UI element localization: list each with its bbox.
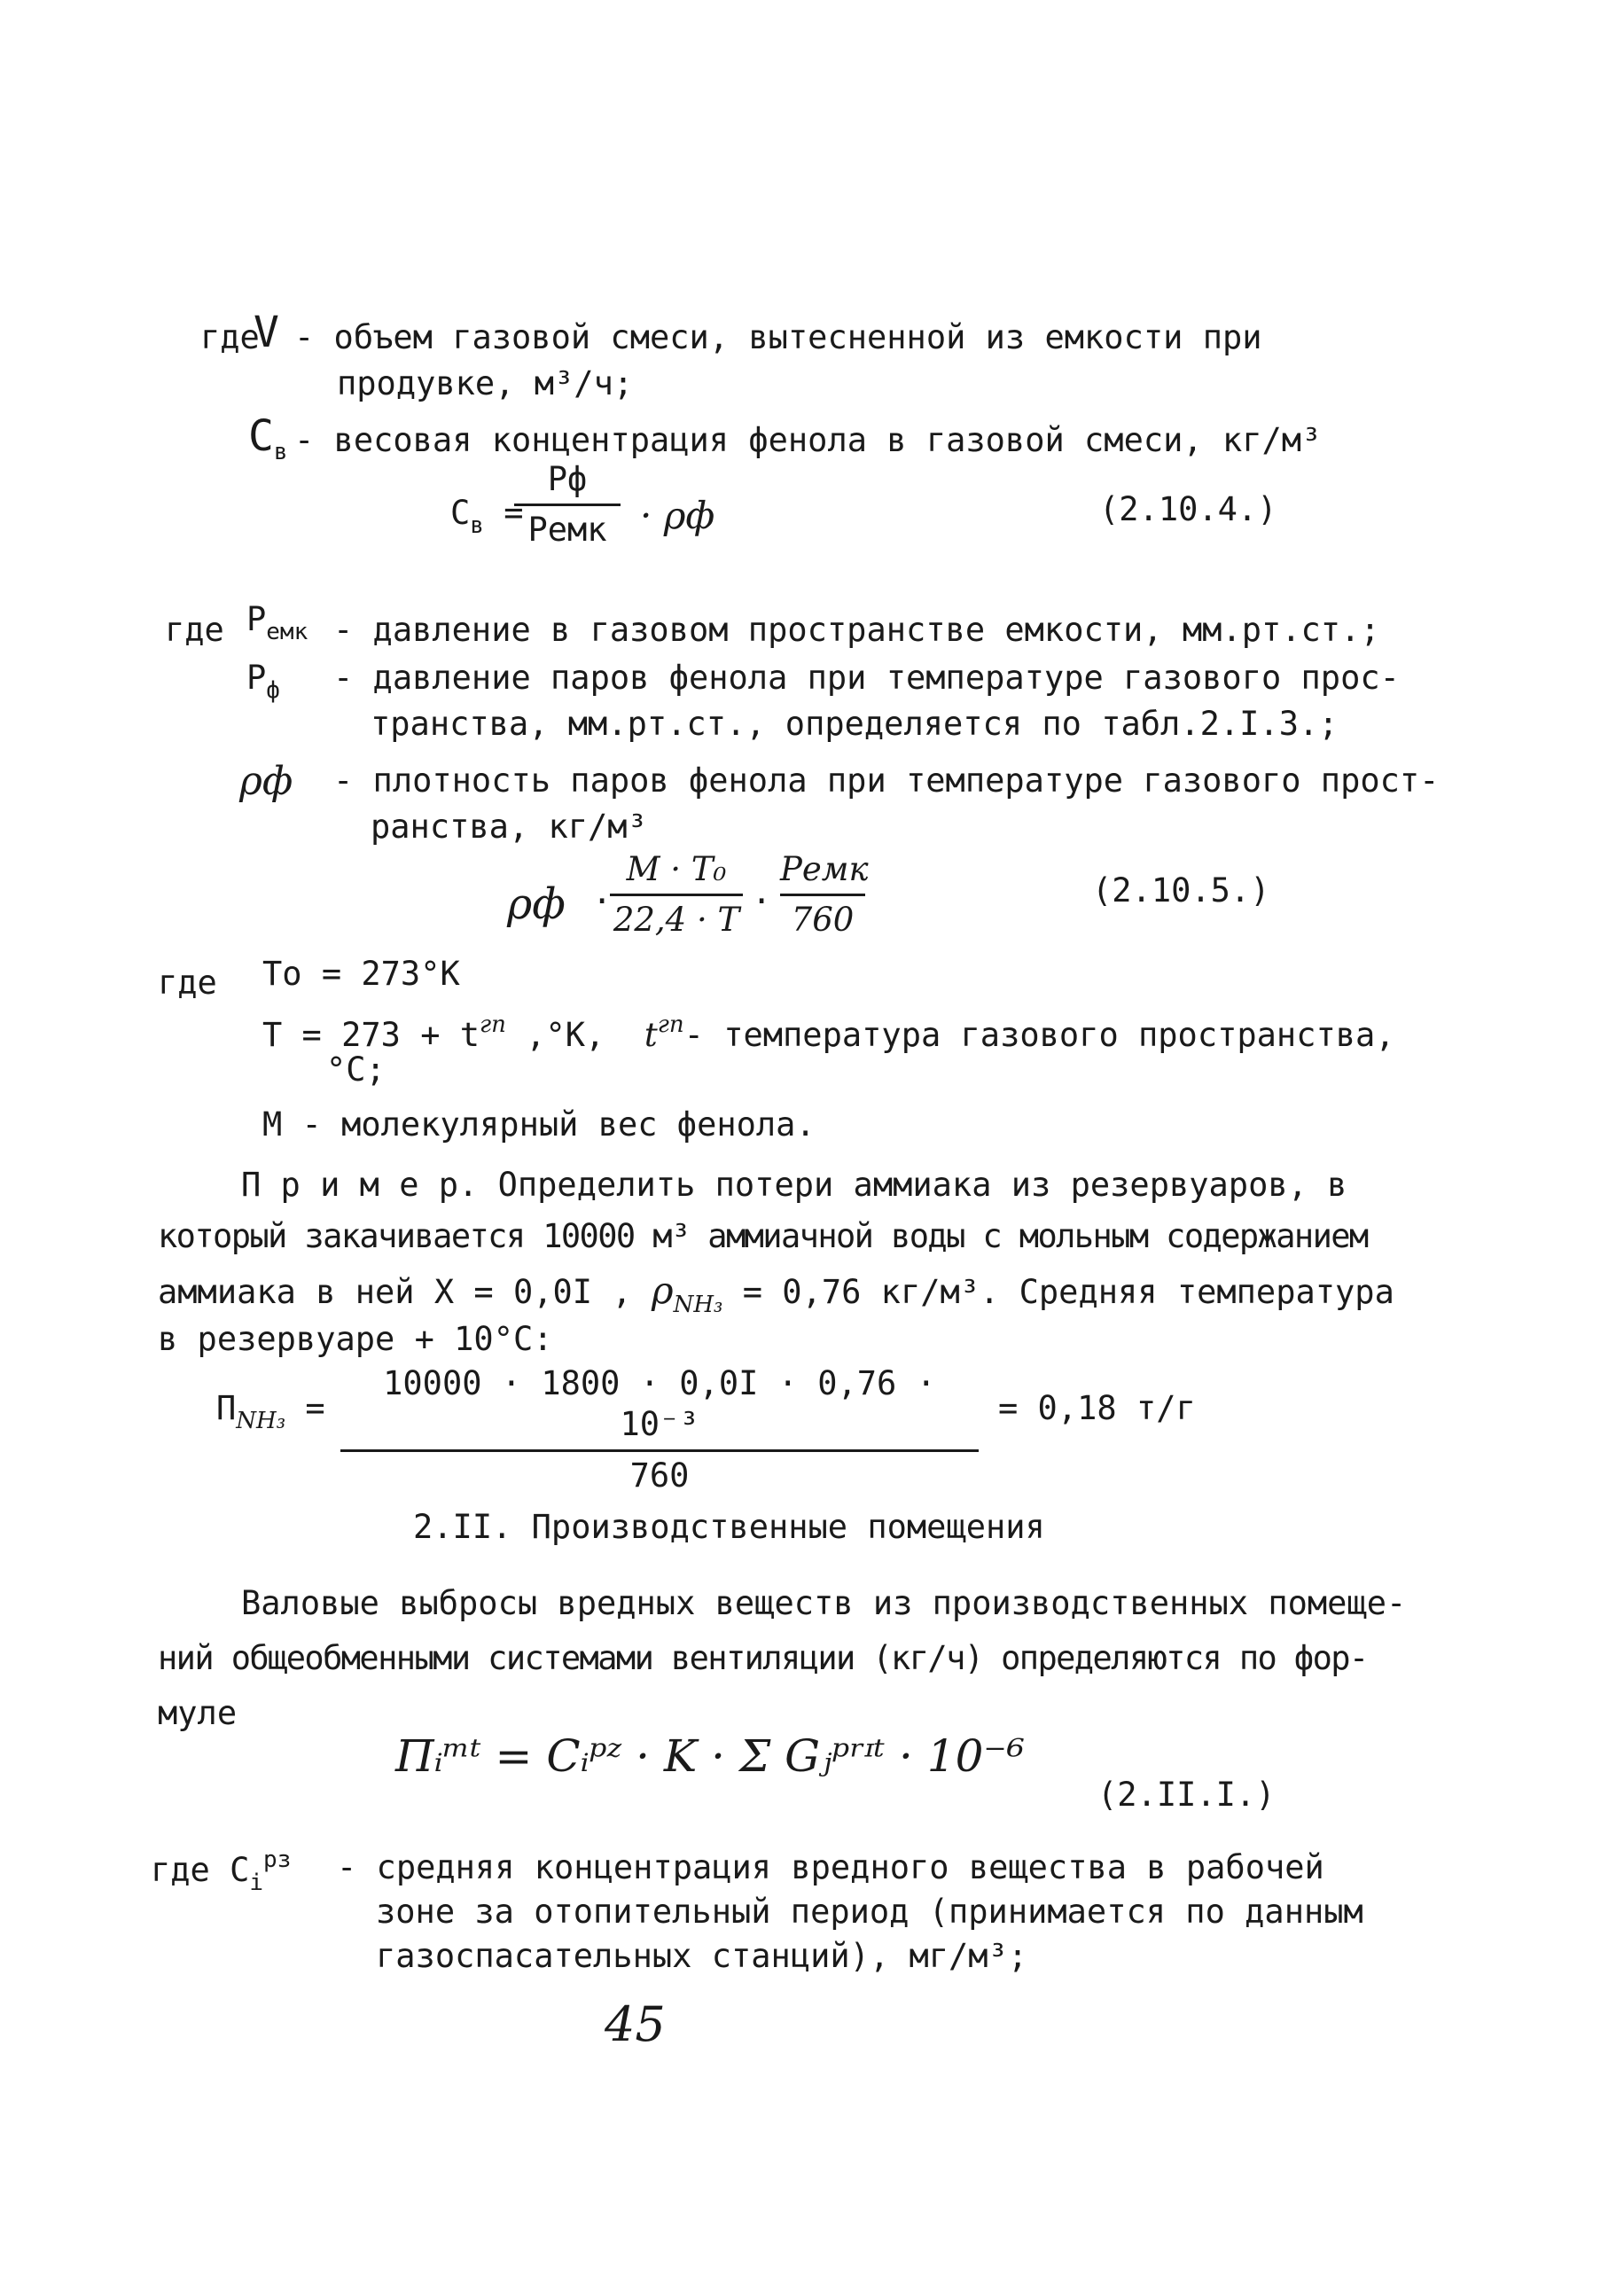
fraction-bar bbox=[340, 1449, 979, 1452]
ci-description-line-1: - средняя концентрация вредного вещества в рабочей bbox=[337, 1848, 1324, 1886]
eq-2-11-1-number: (2.II.I.) bbox=[1097, 1776, 1276, 1814]
fraction-bar bbox=[610, 894, 743, 896]
example-line-4: в резервуаре + 10°C: bbox=[158, 1320, 553, 1358]
example-eq-denominator: 760 bbox=[629, 1456, 690, 1495]
fraction-bar bbox=[514, 504, 621, 506]
eq-2-10-4-denominator: Pемк bbox=[527, 511, 607, 550]
eq-2-10-5-lhs: ρф bbox=[507, 879, 566, 929]
eq-2-10-5-denominator-2: 760 bbox=[791, 901, 855, 940]
rho-f-description-line-2: ранства, кг/м³ bbox=[371, 808, 647, 846]
eq-2-10-5-numerator-2: Pемк bbox=[780, 850, 869, 888]
eq-2-10-4-rhs: · ρф bbox=[640, 494, 715, 537]
pemk-description: - давление в газовом пространстве емкости, мм.рт.ст.; bbox=[333, 611, 1380, 649]
eq-2-10-4-fraction bbox=[514, 459, 621, 551]
page-number: 45 bbox=[605, 1996, 666, 2052]
ci-description-line-3: газоспасательных станций), мг/м³; bbox=[376, 1937, 1028, 1975]
eq-2-10-5-dot-2: · bbox=[752, 882, 772, 920]
paragraph-line-2: ний общеобменными системами вентиляции (кг/ч) определяются по фор- bbox=[158, 1639, 1368, 1677]
paragraph-line-3: муле bbox=[158, 1694, 238, 1732]
eq-2-10-4-numerator: Pф bbox=[547, 460, 588, 498]
eq-2-10-5-number: (2.10.5.) bbox=[1092, 871, 1270, 910]
example-eq-fraction bbox=[340, 1363, 979, 1496]
t-definition-line-1: $T = 273 + t^{гп}$ ,°K, $t^{гп}-$ температура газового пространства, bbox=[262, 1011, 1395, 1054]
eq-2-10-4-number: (2.10.4.) bbox=[1099, 490, 1277, 528]
eq-2-10-5-dot-1: · bbox=[592, 882, 613, 920]
example-line-3: аммиака в ней X = 0,0I , $\rho_{NH_3} = 0,76$ кг/м³. Средняя температура bbox=[158, 1269, 1394, 1318]
section-title: 2.II. Производственные помещения bbox=[413, 1508, 1045, 1546]
where-label-3: где bbox=[158, 964, 217, 1002]
ci-description-line-2: зоне за отопительный период (принимается по данным bbox=[376, 1893, 1363, 1931]
example-line-2: который закачивается 10000 м³ аммиачной воды с мольным содержанием bbox=[158, 1217, 1368, 1255]
example-line-1: П р и м е р. Определить потери аммиака из резервуаров, в bbox=[241, 1166, 1347, 1204]
v-description-line-1: - объем газовой смеси, вытесненной из емкости при bbox=[294, 318, 1262, 356]
eq-2-10-5-denominator-1: 22,4 · T bbox=[613, 901, 740, 940]
fraction-bar bbox=[780, 894, 865, 896]
where-label-2: где bbox=[165, 611, 224, 649]
eq-2-10-5-fraction-1 bbox=[610, 849, 743, 941]
paragraph-line-1: Валовые выбросы вредных веществ из производственных помеще- bbox=[241, 1584, 1407, 1622]
rho-f-symbol: ρф bbox=[239, 759, 293, 804]
eq-2-10-5-fraction-2 bbox=[780, 849, 869, 941]
rho-f-description-line-1: - плотность паров фенола при температуре газового прост- bbox=[333, 761, 1440, 800]
example-eq-numerator: 10000 · 1800 · 0,0I · 0,76 · 10⁻³ bbox=[383, 1364, 936, 1444]
v-description-line-2: продувке, м³/ч; bbox=[337, 364, 634, 402]
pf-description-line-2: транства, мм.рт.ст., определяется по табл.2.I.3.; bbox=[371, 705, 1339, 743]
eq-2-11-1-formula: Пᵢᵐᵗ = Cᵢᵖᶻ · K · Σ Gⱼᵖʳᶦᵗ · 10⁻⁶ bbox=[395, 1730, 1025, 1782]
eq-2-10-4-lhs: $C_в$ = bbox=[450, 494, 524, 539]
m-definition: M - молекулярный вес фенола. bbox=[262, 1105, 816, 1144]
pf-description-line-1: - давление паров фенола при температуре газового прос- bbox=[333, 659, 1400, 697]
v-symbol: V bbox=[254, 308, 279, 357]
eq-2-10-5-numerator-1: M · T₀ bbox=[626, 850, 727, 888]
t-definition-line-2: °C; bbox=[326, 1050, 386, 1089]
cv-description: - весовая концентрация фенола в газовой смеси, кг/м³ bbox=[294, 421, 1322, 459]
example-eq-lhs: $П_{NH_3}$ = bbox=[216, 1389, 325, 1434]
cv-symbol: $C_в$ bbox=[248, 411, 288, 465]
pemk-symbol: $P_{емк}$ bbox=[246, 600, 308, 645]
t0-definition: To = 273°K bbox=[262, 955, 460, 993]
example-eq-result: = 0,18 т/г bbox=[998, 1389, 1196, 1427]
where-label-1: где bbox=[200, 318, 260, 356]
where-label-4: где $C_i^{рз}$ bbox=[151, 1846, 292, 1896]
pf-symbol: $P_ф$ bbox=[246, 659, 280, 704]
